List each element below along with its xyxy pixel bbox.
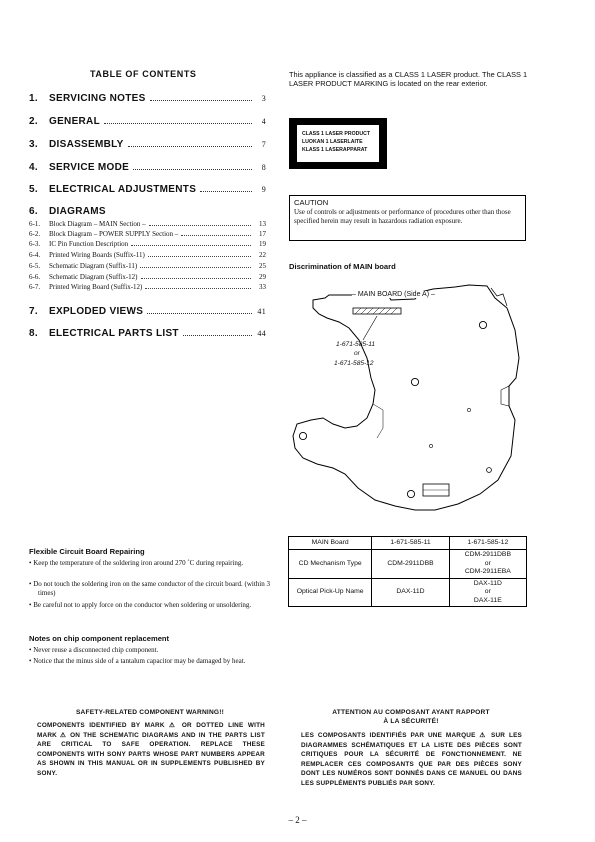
mounting-hole — [487, 468, 492, 473]
table-cell-line: or — [484, 559, 491, 567]
flex-repair-bullet: • Do not touch the soldering iron on the same conductor of the circuit board. (within 3 times) — [29, 580, 270, 598]
main-board-table — [288, 536, 527, 607]
toc-entry-page: 41 — [257, 307, 266, 316]
board-part-number-2: 1-671-585-12 — [334, 360, 374, 367]
board-title: – MAIN BOARD (Side A) – — [352, 291, 435, 298]
discrimination-heading: Discrimination of MAIN board — [289, 262, 396, 271]
toc-sub-number: 6-7. — [29, 283, 41, 291]
table-header-cell: MAIN Board — [289, 537, 372, 550]
toc-entry-title: SERVICE MODE — [49, 162, 130, 173]
toc-sub-page: 29 — [259, 273, 266, 281]
toc-sub-entry[interactable] — [29, 272, 266, 281]
toc-entry-page: 9 — [261, 185, 266, 194]
toc-entry-page: 3 — [261, 94, 266, 103]
mounting-hole — [407, 490, 414, 497]
toc-sub-page: 33 — [259, 283, 266, 291]
toc-entry-page: 44 — [257, 329, 266, 338]
mounting-hole — [299, 432, 306, 439]
board-outline — [293, 285, 519, 510]
toc-sub-title: Printed Wiring Boards (Suffix-11) — [49, 251, 145, 259]
toc-leader-dots — [181, 229, 251, 236]
toc-entry-number: 5. — [29, 184, 38, 195]
table-cell-line: CDM-2911DBB — [464, 551, 511, 558]
toc-entry-electrical-adjustments[interactable] — [29, 183, 266, 195]
toc-entry-exploded-views[interactable] — [29, 305, 266, 317]
toc-sub-page: 25 — [259, 262, 266, 270]
chip-notes-bullet: • Notice that the minus side of a tantalum capacitor may be damaged by heat. — [29, 657, 246, 665]
toc-sub-page: 17 — [259, 230, 266, 238]
toc-leader-dots — [104, 115, 252, 124]
toc-entry-page: 4 — [261, 117, 266, 126]
toc-sub-entry[interactable] — [29, 261, 266, 270]
table-cell-line: or — [484, 588, 491, 595]
board-part-number-1: 1-671-585-11 — [336, 341, 376, 348]
toc-entry-diagrams[interactable] — [29, 206, 266, 217]
toc-entry-number: 2. — [29, 116, 38, 127]
safety-warning-title: SAFETY-RELATED COMPONENT WARNING!! — [75, 709, 225, 716]
toc-leader-dots — [128, 138, 252, 147]
mounting-hole — [411, 378, 418, 385]
toc-sub-entry[interactable] — [29, 282, 266, 291]
toc-sub-title: Block Diagram – MAIN Section – — [49, 220, 146, 228]
toc-sub-entry[interactable] — [29, 239, 266, 248]
toc-sub-page: 19 — [259, 240, 266, 248]
toc-sub-number: 6-5. — [29, 262, 41, 270]
table-header-cell: 1-671-585-12 — [449, 537, 526, 550]
toc-entry-title: SERVICING NOTES — [49, 93, 146, 104]
toc-entry-title: DISASSEMBLY — [49, 139, 124, 150]
toc-sub-entry[interactable] — [29, 229, 266, 238]
board-part-or: or — [354, 350, 360, 357]
table-cell — [449, 550, 526, 579]
toc-leader-dots — [148, 250, 251, 257]
toc-entry-electrical-parts-list[interactable] — [29, 327, 266, 339]
table-row — [289, 578, 527, 607]
toc-entry-page: 7 — [261, 140, 266, 149]
toc-sub-title: Schematic Diagram (Suffix-11) — [49, 262, 138, 270]
toc-leader-dots — [145, 282, 251, 289]
toc-entry-number: 1. — [29, 93, 38, 104]
page-number: – 2 – — [288, 815, 307, 825]
flex-repair-bullet: • Be careful not to apply force on the conductor when soldering or unsoldering. — [29, 601, 252, 609]
chip-notes-bullet: • Never reuse a disconnected chip component. — [29, 646, 159, 654]
toc-sub-number: 6-3. — [29, 240, 41, 248]
caution-title: CAUTION — [294, 198, 329, 207]
toc-entry-number: 8. — [29, 328, 38, 339]
toc-leader-dots — [133, 161, 252, 170]
toc-entry-number: 6. — [29, 206, 38, 217]
table-row — [289, 537, 527, 550]
laser-label-line: KLASS 1 LASERAPPARAT — [302, 147, 368, 153]
toc-entry-title: ELECTRICAL PARTS LIST — [49, 328, 179, 339]
toc-title: TABLE OF CONTENTS — [90, 69, 197, 79]
table-cell: CDM-2911DBB — [372, 550, 449, 579]
toc-entry-number: 3. — [29, 139, 38, 150]
toc-entry-disassembly[interactable] — [29, 138, 266, 150]
table-cell: CD Mechanism Type — [289, 550, 372, 579]
toc-entry-service-mode[interactable] — [29, 161, 266, 173]
toc-entry-number: 4. — [29, 162, 38, 173]
caution-box — [289, 195, 526, 241]
table-cell: Optical Pick-Up Name — [289, 578, 372, 607]
toc-leader-dots — [141, 272, 251, 279]
toc-leader-dots — [147, 305, 252, 314]
toc-entry-page: 8 — [261, 163, 266, 172]
toc-sub-entry[interactable] — [29, 250, 266, 259]
toc-entry-title: GENERAL — [49, 116, 100, 127]
toc-sub-number: 6-6. — [29, 273, 41, 281]
toc-sub-title: Printed Wiring Board (Suffix-12) — [49, 283, 143, 291]
laser-class-notice: This appliance is classified as a CLASS 1 LASER product. The CLASS 1 LASER PRODUCT MARKING is located on the rear exterior. — [289, 70, 528, 89]
toc-leader-dots — [149, 219, 251, 226]
toc-entry-title: EXPLODED VIEWS — [49, 306, 144, 317]
laser-label-line: CLASS 1 LASER PRODUCT — [302, 131, 371, 137]
toc-entry-servicing-notes[interactable] — [29, 92, 266, 104]
caution-body: Use of controls or adjustments or performance of procedures other than those specified herein may result in hazardous radiation exposure. — [294, 208, 511, 225]
table-cell-line: CDM-2911EBA — [464, 568, 511, 575]
table-row — [289, 550, 527, 579]
toc-entry-number: 7. — [29, 306, 38, 317]
toc-leader-dots — [150, 92, 252, 101]
toc-leader-dots — [183, 327, 252, 336]
table-cell-line: DAX-11D — [473, 579, 502, 587]
toc-entry-title: DIAGRAMS — [49, 206, 106, 217]
flex-repair-heading: Flexible Circuit Board Repairing — [29, 547, 145, 556]
table-cell: DAX-11D — [372, 578, 449, 607]
toc-sub-title: Schematic Diagram (Suffix-12) — [49, 273, 138, 281]
toc-entry-general[interactable] — [29, 115, 266, 127]
flex-repair-bullet: • Keep the temperature of the soldering iron around 270 ˚C during repairing. — [29, 559, 244, 567]
table-cell — [449, 578, 526, 607]
table-cell-line: DAX-11E — [473, 596, 502, 604]
toc-leader-dots — [140, 261, 251, 268]
toc-sub-number: 6-2. — [29, 230, 41, 238]
mounting-hole — [479, 321, 486, 328]
toc-entry-title: ELECTRICAL ADJUSTMENTS — [49, 184, 197, 195]
toc-sub-title: Block Diagram – POWER SUPPLY Section – — [49, 230, 179, 238]
toc-sub-title: IC Pin Function Description — [49, 240, 129, 248]
laser-label-line: LUOKAN 1 LASERLAITE — [302, 139, 363, 145]
toc-sub-page: 13 — [259, 220, 266, 228]
toc-sub-entry[interactable] — [29, 219, 266, 228]
toc-sub-number: 6-4. — [29, 251, 41, 259]
attention-body: LES COMPOSANTS IDENTIFIÉS PAR UNE MARQUE ⚠ SUR LES DIAGRAMMES SCHÉMATIQUES ET LA LISTE DES PIÈCES SONT CRITIQUES POUR LA SÉCURITÉ DE FONCTIONNEMENT. NE REMPLACER CES COMPOSANTS QUE PAR DES PIÈCES SONY DONT LES NUMÉROS SONT DONNÉS DANS CE MANUEL OU DANS LES SUPPLÉMENTS PUBLIÉS PAR SONY. — [301, 732, 522, 787]
toc-leader-dots — [131, 239, 251, 246]
attention-title-line-1: ATTENTION AU COMPOSANT AYANT RAPPORT — [332, 709, 490, 716]
chip-notes-heading: Notes on chip component replacement — [29, 634, 170, 643]
laser-warning-label-text — [296, 124, 380, 163]
main-board-diagram — [283, 278, 528, 518]
toc-sub-page: 22 — [259, 251, 266, 259]
safety-warning-body: COMPONENTS IDENTIFIED BY MARK ⚠ OR DOTTED LINE WITH MARK ⚠ ON THE SCHEMATIC DIAGRAMS AND IN THE PARTS LIST ARE CRITICAL TO SAFE OPERATION. REPLACE THESE COMPONENTS WITH SONY PARTS WHOSE PART NUMBERS APPEAR AS SHOWN IN THIS MANUAL OR IN SUPPLEMENTS PUBLISHED BY SONY. — [37, 722, 265, 777]
attention-title-line-2: À LA SÉCURITÉ! — [383, 718, 439, 725]
toc-sub-number: 6-1. — [29, 220, 41, 228]
toc-leader-dots — [200, 183, 252, 192]
table-header-cell: 1-671-585-11 — [372, 537, 449, 550]
